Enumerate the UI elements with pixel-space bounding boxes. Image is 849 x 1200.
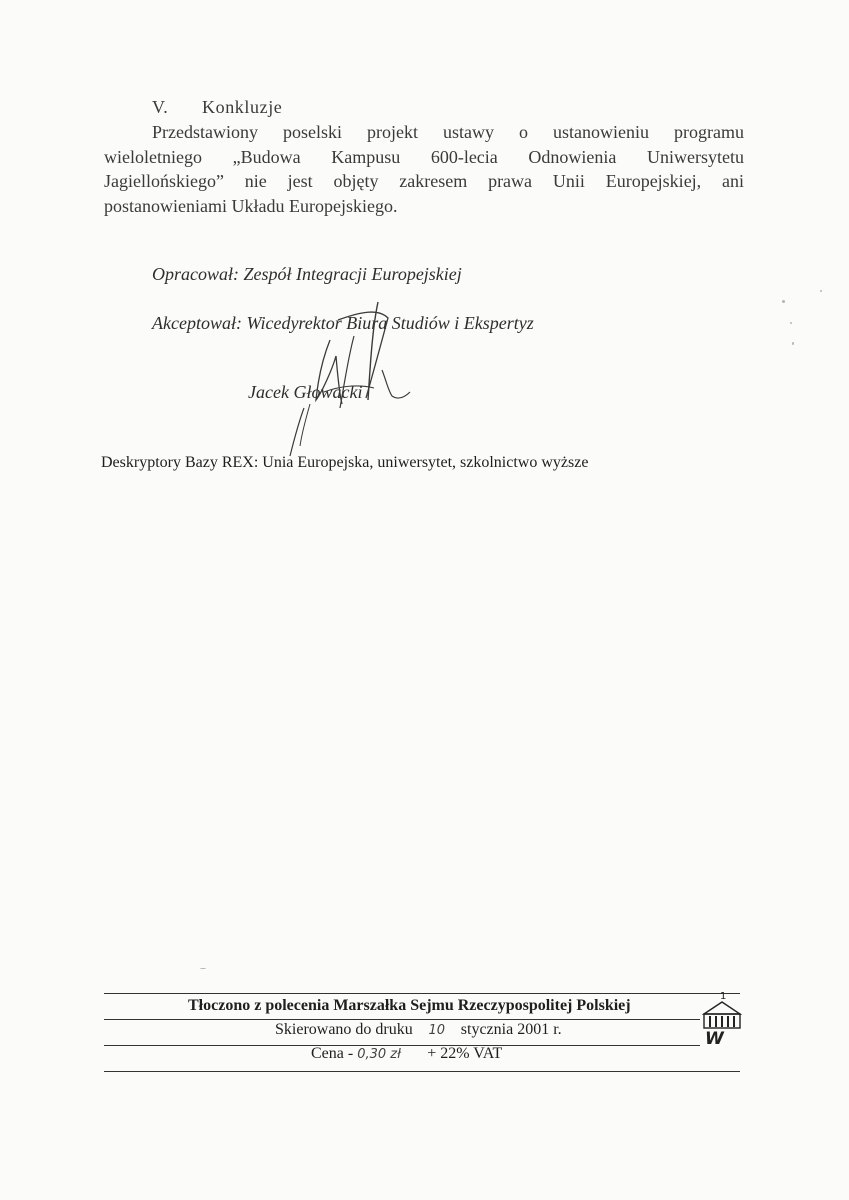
paragraph-line: Przedstawiony poselski projekt ustawy o ustanowieniu programu bbox=[152, 122, 744, 142]
price-value: 0,30 zł bbox=[357, 1047, 401, 1062]
conclusion-paragraph bbox=[104, 120, 744, 218]
sent-to-print-suffix: stycznia 2001 r. bbox=[460, 1021, 562, 1038]
sent-to-print-prefix: Skierowano do druku bbox=[275, 1021, 413, 1038]
logo-mark: W bbox=[705, 1029, 724, 1046]
rex-descriptors: Deskryptory Bazy REX: Unia Europejska, uniwersytet, szkolnictwo wyższe bbox=[101, 454, 589, 471]
sent-to-print bbox=[275, 1021, 562, 1039]
prepared-by: Opracował: Zespół Integracji Europejskiej bbox=[152, 264, 462, 284]
printed-by-order: Tłoczono z polecenia Marszałka Sejmu Rzeczypospolitej Polskiej bbox=[188, 997, 631, 1014]
scan-speck bbox=[782, 300, 785, 303]
sejm-printing-logo-icon bbox=[700, 990, 744, 1046]
paragraph-line: postanowieniami Układu Europejskiego. bbox=[104, 195, 398, 216]
footer-rule-2 bbox=[104, 1019, 700, 1020]
handwritten-signature-icon bbox=[270, 300, 430, 460]
section-number: V. bbox=[152, 97, 169, 117]
price-suffix: + 22% VAT bbox=[427, 1045, 503, 1062]
price-prefix: Cena - bbox=[311, 1045, 354, 1062]
scan-speck bbox=[200, 968, 206, 969]
signer-name: Jacek Głowacki bbox=[248, 382, 363, 402]
accepted-by: Akceptował: Wicedyrektor Biura Studiów i Ekspertyz bbox=[152, 313, 534, 333]
section-title: Konkluzje bbox=[202, 97, 283, 117]
paragraph-line: wieloletniego „Budowa Kampusu 600-lecia Odnowienia Uniwersytetu bbox=[104, 146, 744, 167]
sent-to-print-day: 10 bbox=[428, 1023, 446, 1038]
price-line bbox=[311, 1045, 502, 1063]
section-heading bbox=[152, 97, 282, 118]
scan-speck bbox=[820, 290, 822, 292]
footer-rule-top bbox=[104, 993, 740, 994]
paragraph-line: Jagiellońskiego” nie jest objęty zakresem prawa Unii Europejskiej, ani bbox=[104, 171, 744, 191]
logo-number: 1 bbox=[720, 991, 727, 1002]
scan-speck bbox=[790, 322, 792, 324]
scan-speck bbox=[792, 342, 794, 345]
footer-rule-bottom bbox=[104, 1071, 740, 1072]
